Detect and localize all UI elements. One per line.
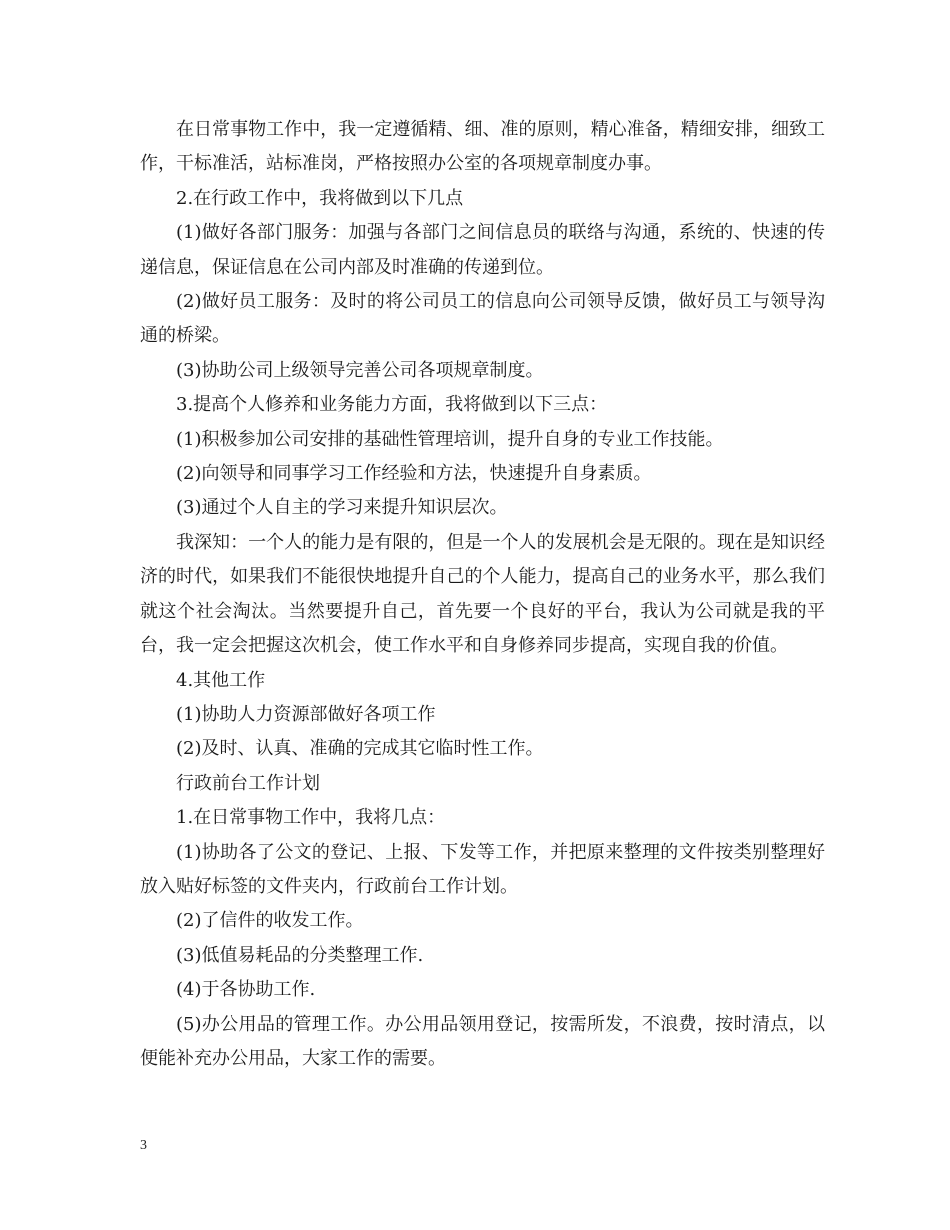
page-number: 3	[140, 1138, 147, 1153]
paragraph: 行政前台工作计划	[176, 772, 320, 794]
paragraph: 在日常事物工作中，我一定遵循精、细、准的原则，精心准备，精细安排，细致工作，干标准活，站标准岗，严格按照办公室的各项规章制度办事。	[140, 119, 825, 175]
document-body	[140, 113, 825, 1076]
paragraph: 4.其他工作	[176, 669, 266, 691]
paragraph: (5)办公用品的管理工作。办公用品领用登记，按需所发，不浪费，按时清点，以便能补充办公用品，大家工作的需要。	[140, 1013, 825, 1069]
paragraph: (1)协助人力资源部做好各项工作	[176, 703, 436, 725]
paragraph: (3)通过个人自主的学习来提升知识层次。	[176, 497, 508, 519]
paragraph: 1.在日常事物工作中，我将几点：	[176, 807, 446, 829]
paragraph: 2.在行政工作中，我将做到以下几点	[176, 187, 464, 209]
paragraph: (2)及时、认真、准确的完成其它临时性工作。	[176, 738, 544, 760]
paragraph: (2)了信件的收发工作。	[176, 910, 364, 932]
paragraph: (1)积极参加公司安排的基础性管理培训，提升自身的专业工作技能。	[176, 428, 724, 450]
paragraph: (2)向领导和同事学习工作经验和方法，快速提升自身素质。	[176, 463, 652, 485]
paragraph: (2)做好员工服务：及时的将公司员工的信息向公司领导反馈，做好员工与领导沟通的桥梁。	[140, 291, 825, 347]
paragraph: (1)协助各了公文的登记、上报、下发等工作，并把原来整理的文件按类别整理好放入贴好标签的文件夹内，行政前台工作计划。	[140, 841, 825, 897]
paragraph: (1)做好各部门服务：加强与各部门之间信息员的联络与沟通，系统的、快速的传递信息，保证信息在公司内部及时准确的传递到位。	[140, 222, 825, 278]
paragraph: (4)于各协助工作.	[176, 979, 316, 1001]
paragraph: (3)协助公司上级领导完善公司各项规章制度。	[176, 359, 544, 381]
paragraph: 我深知：一个人的能力是有限的，但是一个人的发展机会是无限的。现在是知识经济的时代，如果我们不能很快地提升自己的个人能力，提高自己的业务水平，那么我们就这个社会淘汰。当然要提升自己，首先要一个良好的平台，我认为公司就是我的平台，我一定会把握这次机会，使工作水平和自身修养同步提高，实现自我的价值。	[140, 531, 825, 657]
paragraph: (3)低值易耗品的分类整理工作.	[176, 944, 424, 966]
paragraph: 3.提高个人修养和业务能力方面，我将做到以下三点：	[176, 394, 608, 416]
